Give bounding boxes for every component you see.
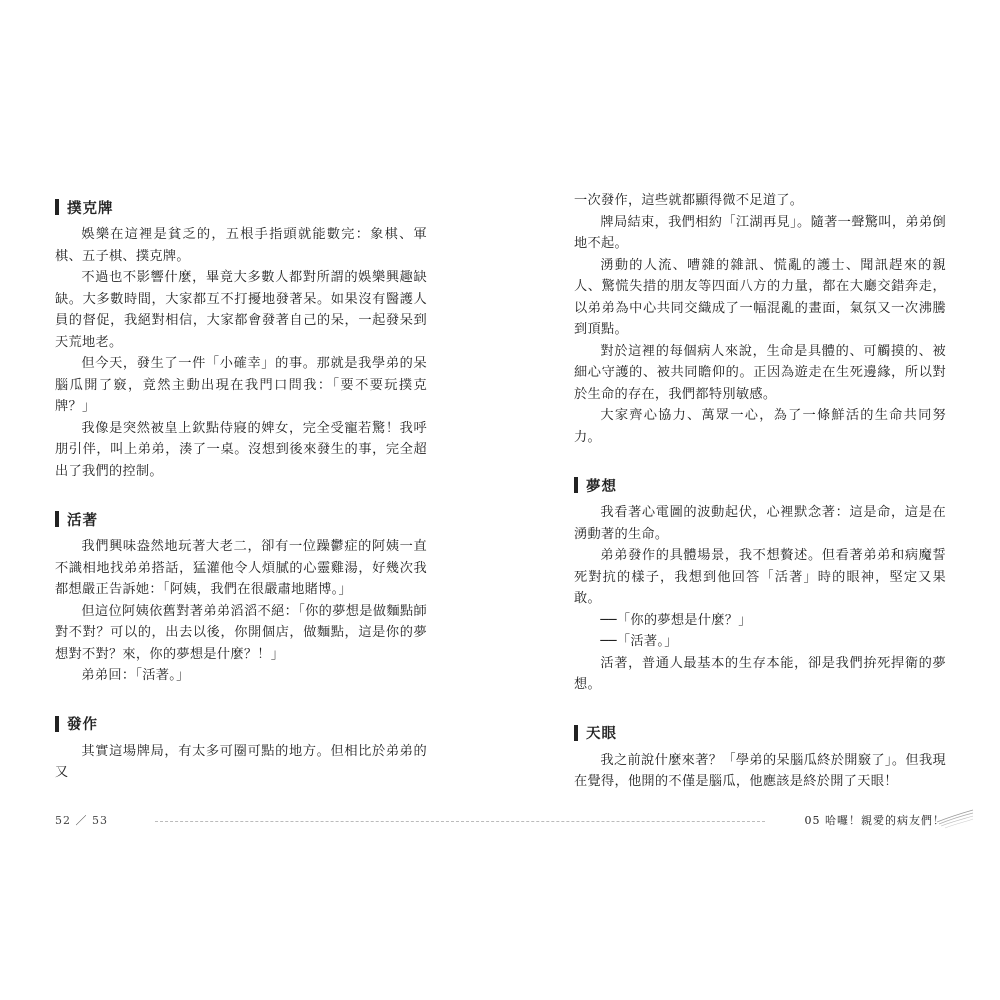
- heading-bar-marker: [55, 199, 59, 215]
- left-page-column: [55, 190, 427, 808]
- section-third-eye: [574, 720, 946, 793]
- page-footer: [55, 812, 975, 832]
- section-poker: [55, 194, 427, 482]
- section-heading: [55, 506, 427, 532]
- flourish-icon: [935, 806, 975, 832]
- heading-bar-marker: [55, 716, 59, 732]
- right-page-column: [574, 190, 946, 817]
- paragraph: 我們興味盎然地玩著大老二，卻有一位躁鬱症的阿姨一直不識相地找弟弟搭話，猛灌他令人煩膩的心靈雞湯，好幾次我都想嚴正告訴她：「阿姨，我們在很嚴肅地賭博。」: [55, 539, 427, 597]
- paragraph: 我看著心電圖的波動起伏，心裡默念著：這是命，這是在湧動著的生命。: [574, 505, 946, 542]
- section-heading: [55, 194, 427, 220]
- section-heading: [574, 472, 946, 498]
- section-title-text: 活著: [67, 511, 98, 529]
- paragraph: 但今天，發生了一件「小確幸」的事。那就是我學弟的呆腦瓜開了竅，竟然主動出現在我門口問我：「要不要玩撲克牌？」: [55, 356, 427, 414]
- continued-paragraph: 一次發作，這些就都顯得微不足道了。: [574, 193, 804, 208]
- section-heading: [574, 720, 946, 746]
- paragraph: 活著，普通人最基本的生存本能，卻是我們拚死捍衛的夢想。: [574, 655, 946, 692]
- paragraph: 娛樂在這裡是貧乏的，五根手指頭就能數完：象棋、軍棋、五子棋、撲克牌。: [55, 227, 427, 264]
- paragraph: 弟弟回：「活著。」: [81, 668, 190, 683]
- section-title-text: 天眼: [586, 725, 617, 742]
- paragraph: 湧動的人流、嘈雜的雜訊、慌亂的護士、聞訊趕來的親人、驚慌失措的朋友等四面八方的力量，都在大廳交錯奔走，以弟弟為中心共同交織成了一幅混亂的畫面，氣氛又一次沸騰到頂點。: [574, 257, 946, 337]
- heading-bar-marker: [574, 477, 578, 493]
- paragraph: 弟弟發作的具體場景，我不想贅述。但看著弟弟和病魔誓死對抗的樣子，我想到他回答「活著」時的眼神，堅定又果敢。: [574, 548, 946, 606]
- section-title-text: 撲克牌: [67, 199, 114, 217]
- dialogue-line: ──「活著。」: [600, 634, 678, 649]
- paragraph: 牌局結束，我們相約「江湖再見」。隨著一聲驚叫，弟弟倒地不起。: [574, 214, 946, 251]
- section-heading: [55, 711, 427, 737]
- page-numbers: 52 ／ 53: [55, 814, 108, 827]
- paragraph: 但這位阿姨依舊對著弟弟滔滔不絕：「你的夢想是做麵點師對不對？可以的，出去以後，你開個店，做麵點，這是你的夢想對不對？來，你的夢想是什麼？！」: [55, 603, 427, 662]
- paragraph: 我之前說什麼來著？「學弟的呆腦瓜終於開竅了」。但我現在覺得，他開的不僅是腦瓜，他應該是終於開了天眼！: [574, 752, 946, 789]
- section-dream: [574, 472, 946, 696]
- heading-bar-marker: [55, 511, 59, 527]
- heading-bar-marker: [574, 725, 578, 741]
- section-alive: [55, 506, 427, 687]
- section-continuation: [574, 190, 946, 448]
- section-seizure: [55, 711, 427, 784]
- section-title-text: 夢想: [586, 477, 617, 495]
- paragraph: 其實這場牌局，有太多可圈可點的地方。但相比於弟弟的又: [55, 743, 427, 780]
- footer-divider: [155, 821, 765, 822]
- paragraph: 大家齊心協力、萬眾一心，為了一條鮮活的生命共同努力。: [574, 408, 946, 445]
- dialogue-line: ──「你的夢想是什麼？」: [600, 612, 752, 628]
- paragraph: 對於這裡的每個病人來說，生命是具體的、可觸摸的、被細心守護的、被共同瞻仰的。正因為遊走在生死邊緣，所以對於生命的存在，我們都特別敏感。: [574, 343, 946, 402]
- section-title-text: 發作: [67, 716, 98, 733]
- paragraph: 我像是突然被皇上欽點侍寢的婢女，完全受寵若驚！我呼朋引伴，叫上弟弟，湊了一桌。沒想到後來發生的事，完全超出了我們的控制。: [55, 420, 427, 479]
- paragraph: 不過也不影響什麼，畢竟大多數人都對所謂的娛樂興趣缺缺。大多數時間，大家都互不打擾地發著呆。如果沒有醫護人員的督促，我絕對相信，大家都會發著自己的呆，一起發呆到天荒地老。: [55, 270, 427, 350]
- chapter-title: 05 哈囉！親愛的病友們！: [804, 814, 945, 827]
